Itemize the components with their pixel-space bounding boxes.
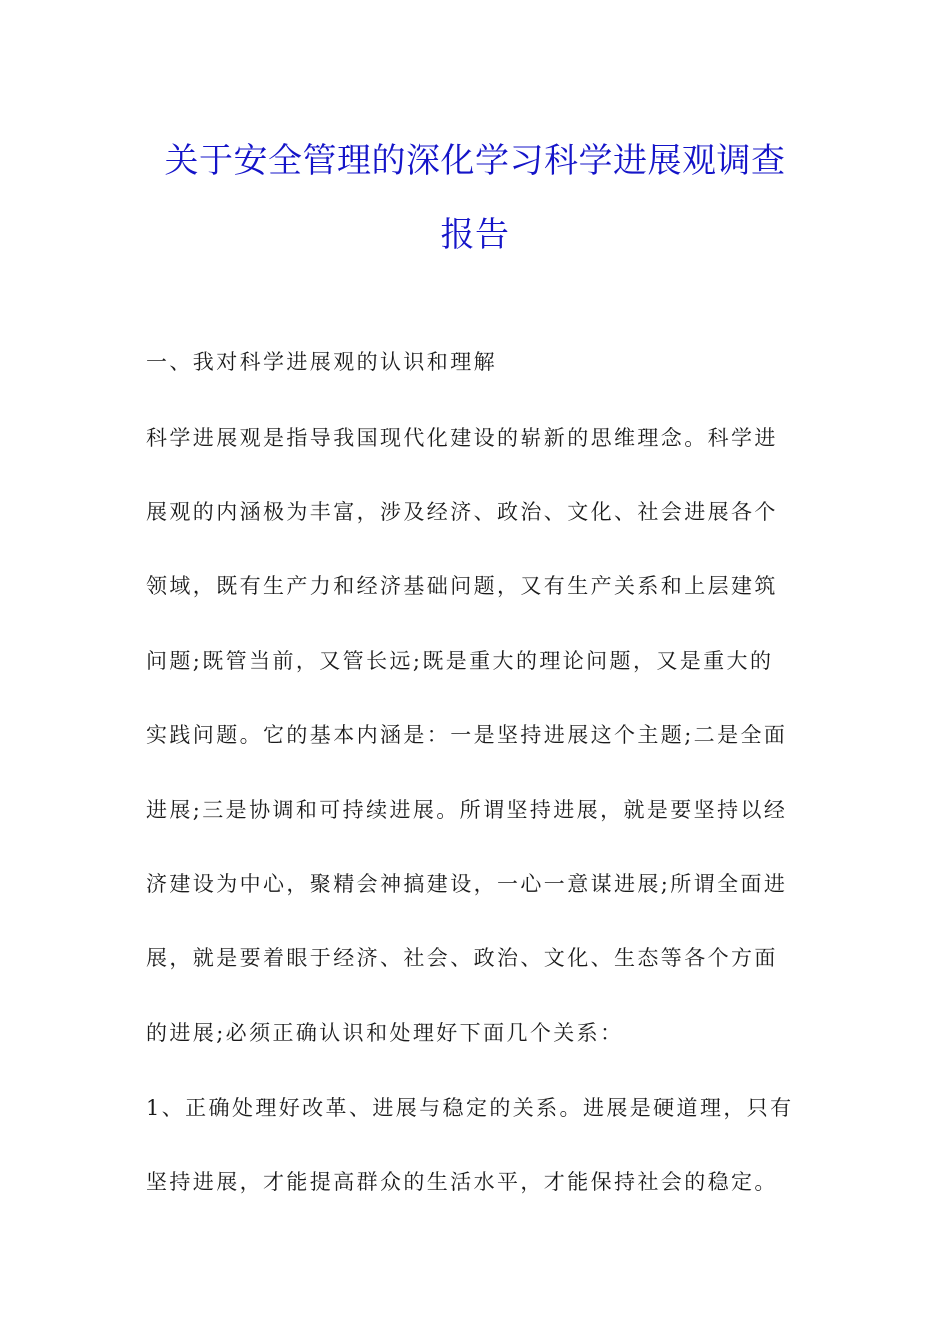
title-line-2: 报告 (440, 215, 510, 255)
paragraph-line: 的进展;必须正确认识和处理好下面几个关系： (146, 1021, 624, 1045)
document-title (130, 124, 820, 272)
title-line-1: 关于安全管理的深化学习科学进展观调查 (164, 141, 786, 181)
paragraph-line: 科学进展观是指导我国现代化建设的崭新的思维理念。科学进 (146, 426, 778, 450)
numbered-item-line: 坚持进展，才能提高群众的生活水平，才能保持社会的稳定。 (146, 1170, 778, 1194)
paragraph-line: 展观的内涵极为丰富，涉及经济、政治、文化、社会进展各个 (146, 500, 778, 524)
paragraph-line: 济建设为中心，聚精会神搞建设，一心一意谋进展;所谓全面进 (146, 872, 788, 896)
paragraph-line: 进展;三是协调和可持续进展。所谓坚持进展，就是要坚持以经 (146, 798, 788, 822)
numbered-item-line: 1、正确处理好改革、进展与稳定的关系。进展是硬道理，只有 (146, 1096, 794, 1120)
section-heading: 一、我对科学进展观的认识和理解 (146, 350, 497, 374)
paragraph-line: 展，就是要着眼于经济、社会、政治、文化、生态等各个方面 (146, 946, 778, 970)
paragraph-line: 问题;既管当前，又管长远;既是重大的理论问题，又是重大的 (146, 649, 774, 673)
paragraph-line: 领域，既有生产力和经济基础问题，又有生产关系和上层建筑 (146, 574, 778, 598)
paragraph-line: 实践问题。它的基本内涵是：一是坚持进展这个主题;二是全面 (146, 723, 788, 747)
